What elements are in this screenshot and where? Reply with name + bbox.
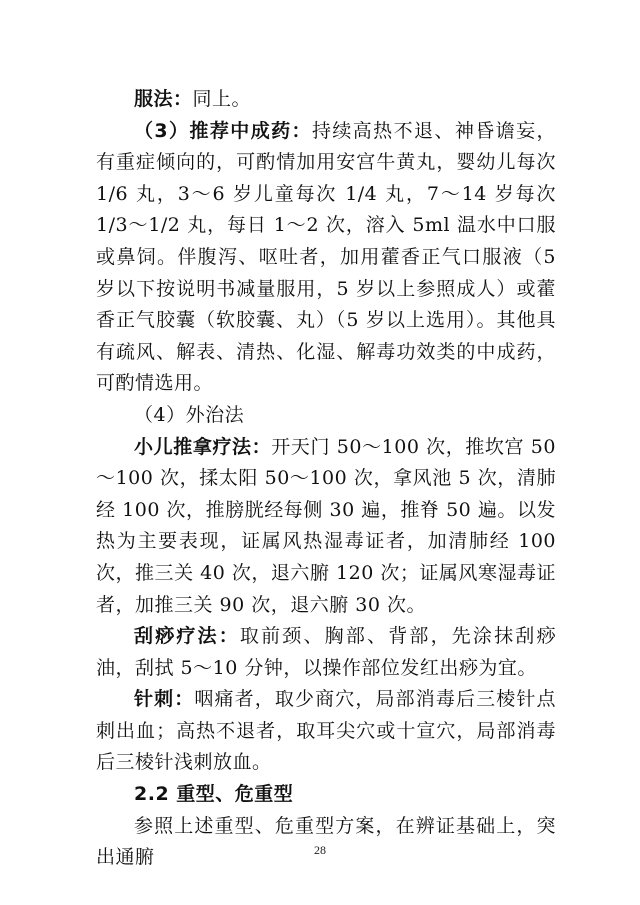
paragraph-text: 咽痛者，取少商穴，局部消毒后三棱针点刺出血；高热不退者，取耳尖穴或十宣穴，局部消毒后三棱针浅刺放血。	[96, 688, 556, 774]
paragraph-text: 参照上述重型、危重型方案，在辨证基础上，突出通腑	[96, 814, 556, 869]
paragraph-recommended-medicine	[96, 116, 556, 400]
section-heading: （4）外治法	[134, 403, 245, 426]
paragraph-text: 持续高热不退、神昏谵妄，有重症倾向的，可酌情加用安宫牛黄丸，婴幼儿每次 1/6 丸，3～6 岁儿童每次 1/4 丸，7～14 岁每次 1/3～1/2 丸，每日 1～2 次，溶入 5ml 温水中口服或鼻饲。伴腹泻、呕吐者，加用藿香正气口服液（5 岁以下按说明书减量服用，5 岁以上参照成人）或藿香正气胶囊（软胶囊、丸）（5 岁以上选用）。其他具有疏风、解表、清热、化湿、解毒功效类的中成药，可酌情选用。	[96, 119, 556, 395]
paragraph-text: 开天门 50～100 次，推坎宫 50～100 次，揉太阳 50～100 次，拿风池 5 次，清肺经 100 次，推膀胱经每侧 30 遍，推脊 50 遍。以发热为主要表现，证属风热湿毒证者，加清肺经 100 次，推三关 40 次，退六腑 120 次；证属风寒湿毒证者，加推三关 90 次，退六腑 30 次。	[96, 435, 556, 616]
paragraph-lead: 刮痧疗法：	[134, 625, 240, 648]
paragraph-external-treatment-heading	[96, 400, 556, 432]
paragraph-dosage	[96, 84, 556, 116]
paragraph-acupuncture	[96, 684, 556, 779]
paragraph-lead: 针刺：	[134, 688, 195, 711]
paragraph-text: 同上。	[192, 88, 252, 110]
paragraph-gua-sha	[96, 621, 556, 684]
document-body	[96, 84, 556, 874]
paragraph-lead: 服法：	[134, 88, 193, 110]
paragraph-pediatric-massage	[96, 432, 556, 622]
page-number: 28	[314, 843, 326, 857]
paragraph-text: 取前颈、胸部、背部，先涂抹刮痧油，刮拭 5～10 分钟，以操作部位发红出痧为宜。	[96, 625, 556, 679]
section-heading-severe	[96, 779, 556, 811]
section-heading: 2.2 重型、危重型	[134, 783, 294, 806]
paragraph-lead: （3）推荐中成药：	[134, 119, 312, 142]
paragraph-lead: 小儿推拿疗法：	[134, 435, 272, 458]
